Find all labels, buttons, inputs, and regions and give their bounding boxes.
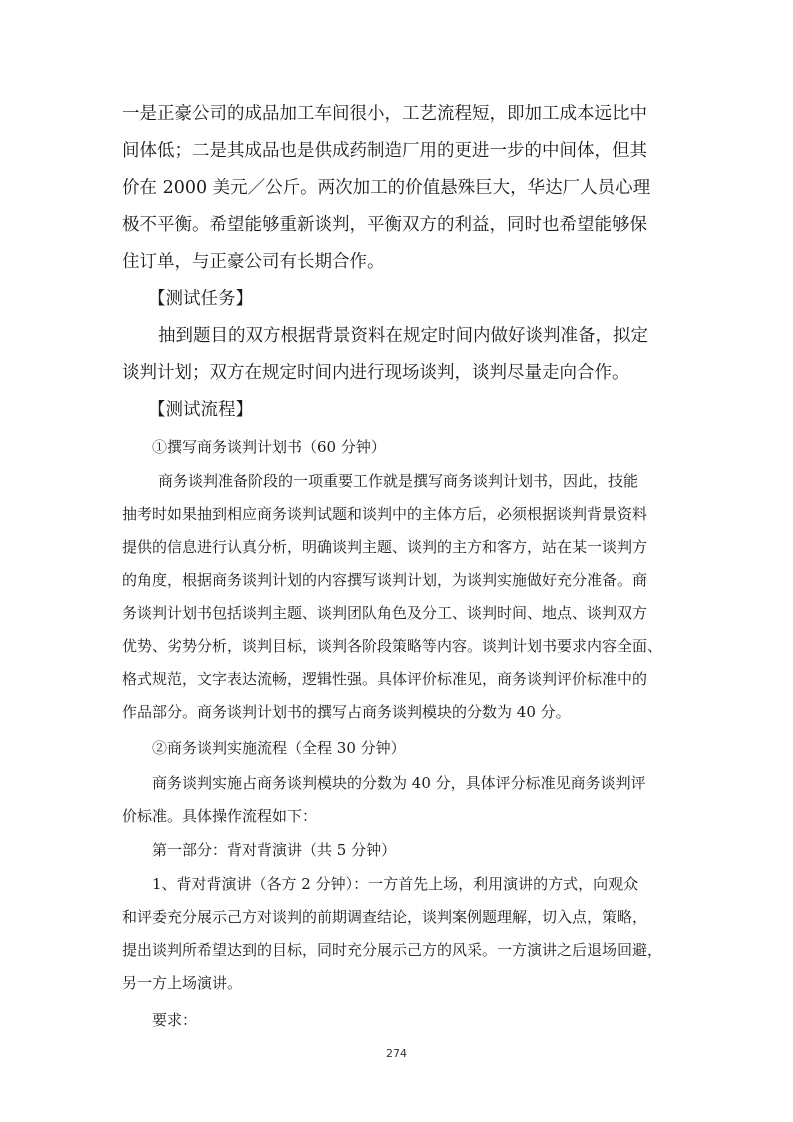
step1-title: ①撰写商务谈判计划书（60 分钟） [152,438,386,456]
step2-title: ②商务谈判实施流程（全程 30 分钟） [152,739,406,757]
page-number: 274 [386,1047,407,1060]
requirements-label: 要求： [152,1011,198,1029]
step1-line: 格式规范，文字表达流畅，逻辑性强。具体评价标准见，商务谈判评价标准中的 [122,670,648,688]
task-line: 抽到题目的双方根据背景资料在规定时间内做好谈判准备，拟定 [158,326,648,346]
step1-line: 商务谈判准备阶段的一项重要工作就是撰写商务谈判计划书，因此，技能 [158,472,639,490]
process-heading: 【测试流程】 [148,400,253,420]
step2-line: 价标准。具体操作流程如下： [122,807,318,825]
step1-line: 务谈判计划书包括谈判主题、谈判团队角色及分工、谈判时间、地点、谈判双方 [122,604,648,622]
step1-line: 作品部分。商务谈判计划书的撰写占商务谈判模块的分数为 40 分。 [122,703,571,721]
task-heading: 【测试任务】 [148,289,253,309]
task-line: 谈判计划；双方在规定时间内进行现场谈判，谈判尽量走向合作。 [122,363,630,383]
part1-title: 第一部分：背对背演讲（共 5 分钟） [152,841,397,859]
intro-line: 价在 2000 美元／公斤。两次加工的价值悬殊巨大，华达厂人员心理 [122,178,651,198]
intro-line: 住订单，与正豪公司有长期合作。 [122,252,385,272]
intro-line: 间体低；二是其成品也是供成药制造厂用的更进一步的中间体，但其 [122,141,647,161]
step1-line: 抽考时如果抽到相应商务谈判试题和谈判中的主体方后，必须根据谈判背景资料 [122,505,648,523]
step2-line: 商务谈判实施占商务谈判模块的分数为 40 分，具体评分标准见商务谈判评 [152,774,646,792]
step1-line: 的角度，根据商务谈判计划的内容撰写谈判计划，为谈判实施做好充分准备。商 [122,571,648,589]
step1-line: 提供的信息进行认真分析，明确谈判主题、谈判的主方和客方，站在某一谈判方 [122,538,648,556]
part1-line: 另一方上场演讲。 [122,974,243,992]
intro-line: 一是正豪公司的成品加工车间很小，工艺流程短，即加工成本远比中 [122,104,647,124]
part1-line: 提出谈判所希望达到的目标，同时充分展示己方的风采。一方演讲之后退场回避， [122,941,663,959]
part1-line: 和评委充分展示己方对谈判的前期调查结论，谈判案例题理解，切入点，策略， [122,908,648,926]
part1-line: 1、背对背演讲（各方 2 分钟）：一方首先上场，利用演讲的方式，向观众 [152,875,639,893]
intro-line: 极不平衡。希望能够重新谈判，平衡双方的利益，同时也希望能够保 [122,215,647,235]
step1-line: 优势、劣势分析，谈判目标，谈判各阶段策略等内容。谈判计划书要求内容全面、 [122,637,663,655]
